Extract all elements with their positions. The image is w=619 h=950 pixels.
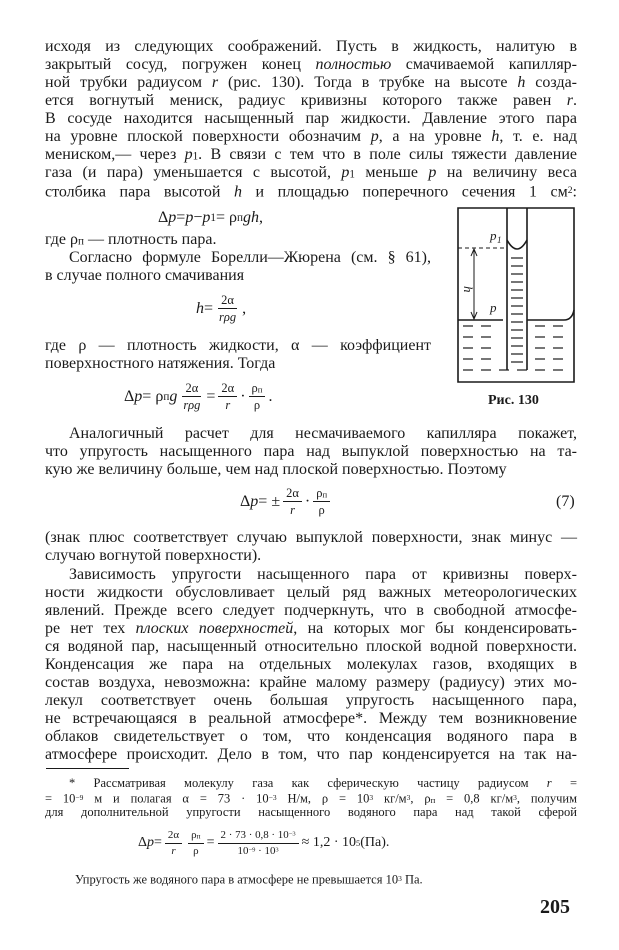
text-run: ρ [191,829,197,841]
superscript: 3 [275,846,279,854]
text-run: Конденсация же пара на отдельных молекулах газов, входящих в [45,656,577,673]
footnote-closing [75,872,575,887]
text-run: = [551,776,577,790]
italic-symbol: p [202,209,211,226]
paragraph-borelli-jurin [45,249,431,285]
text-run: что упругость насыщенного пара над выпуклой поверхностью на та- [45,443,577,460]
denominator [216,309,239,324]
text-run: В сосуде находится насыщенный пар жидкости. Давление этого пара [45,110,577,127]
text-run: ρ [316,486,323,500]
text-run: ρ [251,381,258,395]
text-run: = ρ [215,209,237,226]
text-run: = [176,209,186,226]
text-run: . В связи с тем что в поле силы тяжести давление [198,146,577,163]
denominator [180,397,203,412]
italic-symbol: rρg [183,398,201,413]
text-run: 10 [237,844,249,857]
text-run: 2α [185,381,199,395]
text-run: Па. [401,872,423,887]
text-run: = ± [258,492,281,510]
text-run: созда- [525,74,578,91]
superscript: −3 [268,792,277,802]
text-line [45,461,577,479]
italic-symbol: r [225,398,231,413]
text-run: ≈ 1,2 · 10 [301,835,357,851]
vessel-outline [458,208,574,382]
text-run: = [154,835,162,851]
text-line [45,746,577,764]
denominator [168,844,178,858]
text-run: Δ [138,835,148,851]
equation-pressure-difference [158,209,263,227]
superscript: 3 [369,792,374,802]
numerator [313,486,330,502]
figure-caption: Рис. 130 [488,393,539,408]
text-run: = 0,8 кг/м [435,791,514,806]
fraction [165,829,182,857]
numerator [249,381,266,397]
text-run: на величину веса [436,164,577,181]
meniscus-concave [507,240,527,249]
text-run: Δ [158,209,169,226]
italic-symbol: r [546,776,552,790]
italic-symbol: r [171,844,176,857]
text-run: . [573,92,577,109]
text-run: и площадью поперечного сечения 1 см [241,183,568,201]
label-p: p [490,300,497,315]
text-line [45,38,577,56]
text-line [45,620,577,638]
text-run: : [572,183,577,201]
text-run: облаков свидетельствует о том, что конденсация водяного пара в [45,728,577,745]
text-run: ся водяной пар, насыщенный относительно плоской водной поверхности. [45,638,577,655]
text-line [45,638,577,656]
italic-symbol: h [196,299,204,317]
denominator [251,397,263,412]
text-run: атмосфере происходит. Дело в том, что пар конденсируется на так на- [45,746,577,763]
text-run: лекул соответствует очень большая упругость насыщенного пара, [45,692,577,709]
text-line [45,74,577,92]
text-run: м и полагая α = 73 · 10 [83,791,269,806]
text-run: кую же величину больше, чем над плоской поверхностью. Поэтому [45,461,507,478]
text-run: − [193,209,203,226]
footnote-equation [138,829,389,857]
italic-symbol: g [169,387,178,405]
text-line [45,231,431,249]
equation-delta-p [124,381,272,413]
italic-symbol: p [250,492,259,510]
text-run: ре нет тех [45,620,136,637]
text-line [45,128,577,146]
label-p1: p [490,228,497,243]
subscript: 1 [349,168,355,181]
text-run: в случае полного смачивания [45,267,245,284]
text-line [45,249,431,267]
subscript: п [196,831,201,841]
text-line [45,547,577,565]
text-run: = 10 [45,791,76,806]
text-line [45,355,431,373]
text-line [45,182,577,200]
text-run: , [242,299,247,317]
label-p1-subscript: 1 [497,235,502,245]
italic-symbol: r [566,92,573,109]
denominator [235,844,282,858]
text-run: ρ [318,503,325,518]
italic-symbol: p [428,164,437,181]
equation-number: (7) [556,493,575,510]
text-run: мениском,— через [45,146,185,163]
paragraph-vapor-density [45,231,431,249]
text-run: · 10 [255,844,276,857]
italic-symbol: p [168,209,177,226]
italic-symbol: gh [242,209,259,226]
text-line [45,110,577,128]
superscript: 3 [406,792,411,802]
subscript: 1 [192,150,199,163]
text-run: газа (и пара) уменьшается с высотой, [45,164,342,181]
denominator [222,397,233,412]
italic-symbol: r [290,503,295,518]
text-run: меньше [354,164,429,181]
text-run: = [204,299,214,317]
denominator [190,844,201,858]
fraction [283,486,302,518]
numerator [218,381,237,397]
text-line [45,529,577,547]
text-run: смачиваемой капилляр- [391,56,577,73]
text-line [45,791,577,806]
text-run: = ρ [142,387,164,405]
text-line [45,602,577,620]
text-run: — плотность пара. [84,231,217,248]
paragraph-meteorology [45,566,577,764]
equation-height [196,293,246,325]
text-run: , т. е. над [499,128,577,145]
text-run: , [258,209,263,226]
text-run: · [240,387,246,405]
text-line [45,710,577,728]
text-run: 2α [221,293,234,307]
text-run: 2α [221,381,235,395]
italic-symbol: p [341,164,350,181]
text-line [45,805,577,820]
italic-symbol: p [134,387,143,405]
text-line [45,674,577,692]
text-run: 2α [286,486,299,500]
text-run: исходя из следующих соображений. Пусть в жидкость, налитую в [45,38,577,55]
italic-symbol: h [517,74,526,91]
fraction [180,381,203,413]
numerator [283,486,302,502]
text-run: столбика пара высотой [45,183,234,201]
fraction [313,486,330,518]
text-run: 2α [167,829,180,841]
paragraph-capillary [45,38,577,200]
denominator [316,502,328,517]
paragraph-non-wetting [45,425,577,479]
text-run: ρ [193,844,199,857]
text-run: Δ [124,387,135,405]
fraction [216,293,239,325]
text-run: состав воздуха, невозможна: крайне малому размеру (радиусу) этих мо- [45,674,577,691]
text-line [45,656,577,674]
italic-symbol: плоских поверхностей [135,620,294,637]
text-run: . [268,387,273,405]
numerator [218,293,237,309]
text-run: * Рассматривая молекулу газа как сферическую частицу радиусом [69,776,547,790]
text-run: Зависимость упругости насыщенного пара от кривизны поверх- [69,566,577,583]
text-run: ется вогнутый мениск, радиус кривизны которого также равен [45,92,567,109]
text-run: ной трубки радиусом [45,74,212,91]
italic-symbol: полностью [315,56,392,73]
superscript: −9 [248,846,256,854]
text-run: случаю вогнутой поверхности). [45,547,262,564]
text-run: · [304,492,311,510]
italic-symbol: p [370,128,379,145]
text-run: = [206,387,216,405]
text-line [45,728,577,746]
italic-symbol: p [185,209,194,226]
numerator [182,381,201,397]
text-run: Аналогичный расчет для несмачиваемого капилляра покажет, [69,425,577,442]
text-run: где ρ [45,231,78,248]
italic-symbol: p [147,835,155,851]
subscript: п [163,390,170,403]
text-line [45,692,577,710]
numerator [218,829,299,844]
text-line [45,164,577,182]
page-number: 205 [540,896,570,918]
text-line [45,584,577,602]
footnote-divider [46,768,129,769]
numerator [165,829,182,844]
text-run: поверхностного натяжения. Тогда [45,355,276,372]
subscript: п [236,212,243,224]
text-line [45,92,577,110]
text-line [45,566,577,584]
superscript: −3 [288,830,296,838]
italic-symbol: h [491,128,500,145]
text-run: ности жидкости обусловливает целый ряд важных метеорологических [45,584,577,601]
paragraph-liquid-density [45,337,431,373]
fraction [218,381,237,413]
text-run: где ρ — плотность жидкости, α — коэффициент [45,337,431,354]
superscript: 3 [398,874,402,883]
text-run: не встречающаяся в реальной атмосфере*. Между тем возникновение [45,710,577,727]
text-run: ρ [253,398,261,413]
text-line [45,337,431,355]
numerator [188,829,204,844]
superscript: 5 [356,838,361,848]
text-run: (рис. 130). Тогда в трубке на высоте [218,74,518,91]
text-run: закрытый сосуд, погружен конец [45,56,316,73]
italic-symbol: p [184,146,193,163]
italic-symbol: r [211,74,219,91]
text-run: , получим [516,791,577,806]
text-run: на уровне плоской поверхности обозначим [45,128,371,145]
text-run: , а на уровне [378,128,492,145]
italic-symbol: rρg [219,310,237,325]
fraction [188,829,204,857]
fraction [249,381,266,413]
denominator [287,502,298,517]
label-h: h [461,286,476,293]
text-line [45,267,431,285]
text-run: Согласно формуле Борелли—Жюрена (см. § 61), [69,249,431,266]
text-run: Упругость же водяного пара в атмосфере не превышается 10 [75,872,399,887]
equation-7 [240,486,333,518]
text-line [75,872,575,887]
text-line [45,443,577,461]
text-run: = [206,835,215,851]
paragraph-sign-note [45,529,577,565]
subscript: п [430,794,436,805]
text-run: Н/м, ρ = 10 [276,791,370,806]
text-line [45,425,577,443]
text-run: , на которых мог бы конденсировать- [293,620,577,637]
superscript: 3 [513,792,517,802]
text-run: , ρ [410,791,431,806]
subscript: п [78,235,84,248]
italic-symbol: h [233,183,242,201]
fraction [218,829,299,857]
superscript: 2 [567,185,573,196]
text-run: Δ [240,492,251,510]
subscript: п [257,384,263,395]
text-run: кг/м [373,791,407,806]
text-run: (знак плюс соответствует случаю выпуклой поверхности, знак минус — [45,529,577,546]
text-line [45,56,577,74]
text-run: для дополнительной упругости насыщенного водяного пара над такой сферой [45,805,577,819]
text-line [45,146,577,164]
text-run: 2 · 73 · 0,8 · 10 [220,829,289,841]
subscript: п [322,489,328,500]
text-line [45,776,577,791]
subscript: 1 [210,212,216,224]
footnote [45,776,577,820]
figure-capillary-vessel [450,200,585,390]
text-run: (Па). [360,835,390,851]
text-run: явлений. Прежде всего следует подчеркнуть, что в свободной атмосфе- [45,602,577,619]
superscript: −9 [75,792,84,802]
